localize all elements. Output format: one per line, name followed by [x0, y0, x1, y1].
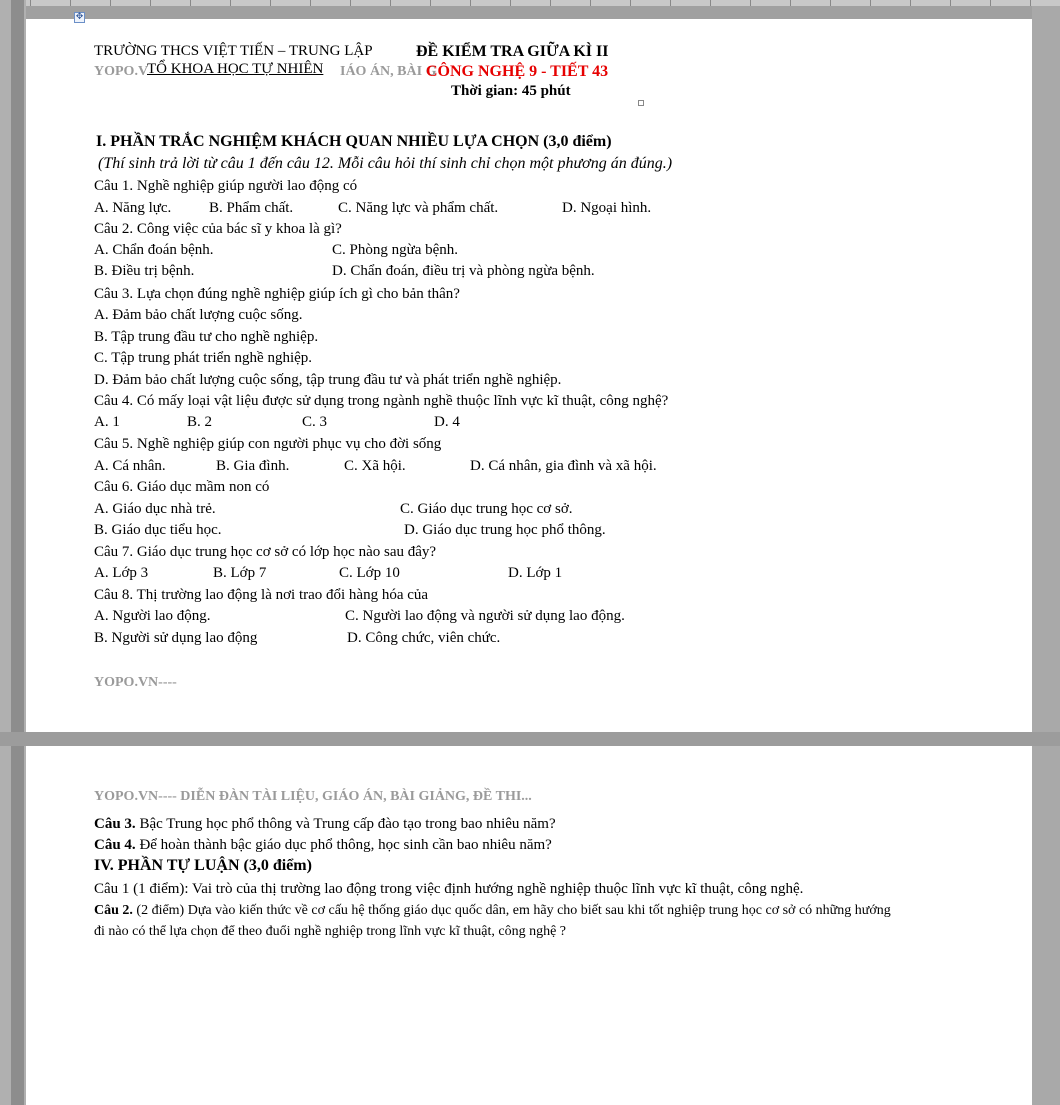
page-2-q3-text: Bậc Trung học phổ thông và Trung cấp đào tạo trong bao nhiêu năm? — [135, 816, 556, 832]
page-2-question-4 — [94, 836, 552, 854]
section-1-title: I. PHẦN TRẮC NGHIỆM KHÁCH QUAN NHIỀU LỰA CHỌN (3,0 điểm) — [96, 133, 612, 150]
q4-option-c: C. 3 — [302, 414, 328, 430]
q1-option-a: A. Năng lực. — [94, 200, 172, 216]
page-top-shadow — [26, 6, 1032, 19]
q3-option-b: B. Tập trung đầu tư cho nghề nghiệp. — [94, 329, 319, 345]
page-2-header-watermark: YOPO.VN---- DIỄN ĐÀN TÀI LIỆU, GIÁO ÁN, BÀI GIẢNG, ĐỀ THI... — [94, 789, 532, 804]
q7-option-d: D. Lớp 1 — [508, 565, 563, 581]
exam-subject: CÔNG NGHỆ 9 - TIẾT 43 — [426, 63, 609, 80]
q3-option-c: C. Tập trung phát triển nghề nghiệp. — [94, 350, 313, 366]
question-6: Câu 6. Giáo dục mầm non có — [94, 479, 270, 495]
essay-2-label: Câu 2. — [94, 903, 133, 918]
page-break-gap — [0, 732, 1060, 746]
page-2-q4-text: Để hoàn thành bậc giáo dục phổ thông, học sinh cần bao nhiêu năm? — [135, 837, 552, 853]
q3-option-a: A. Đảm bảo chất lượng cuộc sống. — [94, 307, 303, 323]
header-watermark-fragment-2: IÁO ÁN, BÀI G — [340, 64, 437, 79]
exam-duration: Thời gian: 45 phút — [451, 83, 571, 99]
q2-option-c: C. Phòng ngừa bệnh. — [332, 242, 459, 258]
page-2-q3-label: Câu 3. — [94, 816, 136, 832]
question-2: Câu 2. Công việc của bác sĩ y khoa là gì? — [94, 221, 342, 237]
q4-option-d: D. 4 — [434, 414, 460, 430]
q6-option-c: C. Giáo dục trung học cơ sở. — [400, 501, 573, 517]
move-icon[interactable]: ✥ — [75, 12, 84, 22]
question-3: Câu 3. Lựa chọn đúng nghề nghiệp giúp ích gì cho bản thân? — [94, 286, 460, 302]
q5-option-d: D. Cá nhân, gia đình và xã hội. — [470, 458, 657, 474]
q5-option-a: A. Cá nhân. — [94, 458, 166, 474]
vertical-ruler[interactable] — [0, 0, 26, 1105]
page-1-footer-watermark: YOPO.VN---- — [94, 675, 177, 690]
q8-option-b: B. Người sử dụng lao động — [94, 630, 258, 646]
q5-option-c: C. Xã hội. — [344, 458, 406, 474]
question-5: Câu 5. Nghề nghiệp giúp con người phục vụ cho đời sống — [94, 436, 442, 452]
exam-title: ĐỀ KIỂM TRA GIỮA KÌ II — [416, 43, 609, 60]
question-8: Câu 8. Thị trường lao động là nơi trao đổi hàng hóa của — [94, 587, 429, 603]
q4-option-a: A. 1 — [94, 414, 120, 430]
q8-option-a: A. Người lao động. — [94, 608, 211, 624]
q2-option-d: D. Chẩn đoán, điều trị và phòng ngừa bệnh. — [332, 263, 595, 279]
q2-option-a: A. Chẩn đoán bệnh. — [94, 242, 214, 258]
q2-option-b: B. Điều trị bệnh. — [94, 263, 195, 279]
q3-option-d: D. Đảm bảo chất lượng cuộc sống, tập trung đầu tư và phát triển nghề nghiệp. — [94, 372, 562, 388]
question-1: Câu 1. Nghề nghiệp giúp người lao động có — [94, 178, 358, 194]
page-2-q4-label: Câu 4. — [94, 837, 136, 853]
q8-option-c: C. Người lao động và người sử dụng lao động. — [345, 608, 625, 624]
essay-2-text: (2 điểm) Dựa vào kiến thức về cơ cấu hệ thống giáo dục quốc dân, em hãy cho biết sau khi tốt nghiệp trung học cơ sở có những hướng — [132, 903, 891, 918]
essay-question-2-line-1 — [94, 902, 891, 920]
q5-option-b: B. Gia đình. — [216, 458, 290, 474]
q1-option-c: C. Năng lực và phẩm chất. — [338, 200, 499, 216]
school-name: TRƯỜNG THCS VIỆT TIẾN – TRUNG LẬP — [94, 43, 373, 59]
q7-option-b: B. Lớp 7 — [213, 565, 267, 581]
header-watermark-fragment: YOPO.V — [94, 64, 149, 79]
section-1-instruction: (Thí sinh trả lời từ câu 1 đến câu 12. Mỗi câu hỏi thí sinh chỉ chọn một phương án đúng.) — [98, 155, 673, 172]
q6-option-d: D. Giáo dục trung học phổ thông. — [404, 522, 606, 538]
q7-option-c: C. Lớp 10 — [339, 565, 400, 581]
vertical-ruler-bar — [11, 0, 24, 1105]
q1-option-b: B. Phẩm chất. — [209, 200, 294, 216]
page-2-question-3 — [94, 815, 556, 833]
essay-question-1: Câu 1 (1 điểm): Vai trò của thị trường lao động trong việc định hướng nghề nghiệp thuộc lĩnh vực kĩ thuật, công nghệ. — [94, 881, 804, 897]
q6-option-b: B. Giáo dục tiểu học. — [94, 522, 222, 538]
essay-question-2-line-2: đi nào có thể lựa chọn để theo đuổi nghề nghiệp trong lĩnh vực kĩ thuật, công nghệ ? — [94, 924, 567, 939]
q4-option-b: B. 2 — [187, 414, 213, 430]
q8-option-d: D. Công chức, viên chức. — [347, 630, 501, 646]
section-4-title: IV. PHẦN TỰ LUẬN (3,0 điểm) — [94, 857, 312, 874]
paragraph-mark — [638, 100, 644, 106]
question-4: Câu 4. Có mấy loại vật liệu được sử dụng trong ngành nghề thuộc lĩnh vực kĩ thuật, công nghệ? — [94, 393, 669, 409]
q1-option-d: D. Ngoại hình. — [562, 200, 652, 216]
department-name: TỔ KHOA HỌC TỰ NHIÊN — [147, 61, 324, 77]
q7-option-a: A. Lớp 3 — [94, 565, 149, 581]
question-7: Câu 7. Giáo dục trung học cơ sở có lớp học nào sau đây? — [94, 544, 437, 560]
q6-option-a: A. Giáo dục nhà trẻ. — [94, 501, 216, 517]
